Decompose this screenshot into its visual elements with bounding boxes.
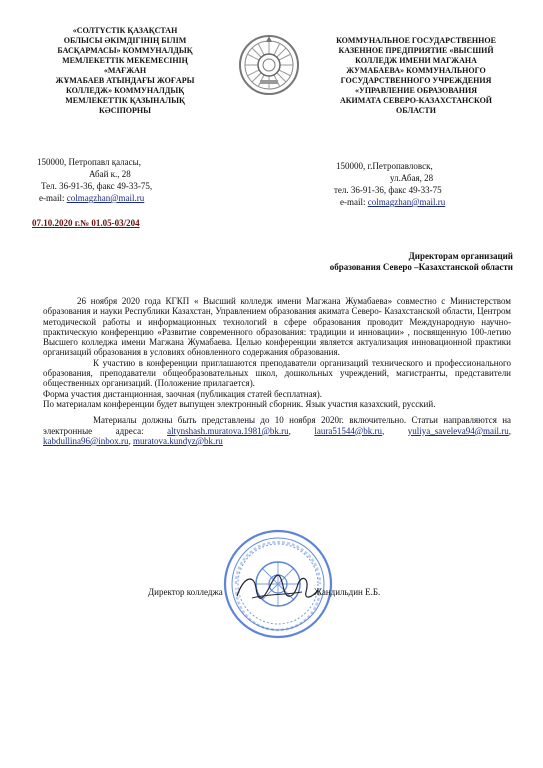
signature-block (148, 587, 408, 597)
header-right-line: ГОСУДАРСТВЕННОГО УЧРЕЖДЕНИЯ (340, 76, 492, 85)
header-left-line: «СОЛТҮСТІК ҚАЗАҚСТАН (72, 26, 178, 35)
addressee-line: Директорам организаций (408, 251, 513, 261)
header-right-line: «УПРАВЛЕНИЕ ОБРАЗОВАНИЯ (354, 86, 478, 95)
header-right-line: АКИМАТА СЕВЕРО-КАЗАХСТАНСКОЙ (339, 96, 493, 105)
header-left-line: МЕМЛЕКЕТТІК ҚАЗЫНАЛЫҚ (65, 96, 185, 105)
email-label: e-mail: (340, 197, 368, 207)
addressee (273, 251, 513, 273)
addressee-line: образования Северо –Казахстанской области (329, 262, 513, 272)
state-emblem-icon (238, 34, 300, 96)
header-russian (318, 36, 514, 116)
email-link[interactable]: yuliya_saveleva94@mail.ru (407, 425, 509, 436)
letter-body (43, 296, 511, 446)
address-phone: Тел. 36-91-36, факс 49-33-75, (41, 181, 153, 191)
header-right-line: КОЛЛЕДЖ ИМЕНИ МАГЖАНА (355, 56, 477, 65)
header-left-line: КӘСІПОРНЫ (98, 106, 151, 115)
address-kazakh (37, 156, 197, 204)
address-line: 150000, Петропавл қаласы, (37, 157, 141, 167)
paragraph-participants: К участию в конференции приглашаются преподаватели организаций технического и профессионального образования, преподаватели общеобразовательных школ, дошкольных учреждений, магистранты, представители общественных организаций. (Положение прилагается). (43, 357, 511, 389)
header-right-line: КАЗЕННОЕ ПРЕДПРИЯТИЕ «ВЫСШИЙ (338, 46, 494, 55)
deadline-text: Материалы должны быть представлены до 10 ноября 2020г. включительно. Статьи направляются на электронные адреса: (43, 415, 511, 436)
outgoing-reference-number: 07.10.2020 г.№ 01.05-03/204 (32, 218, 140, 228)
header-kazakh (40, 26, 210, 116)
header-right-line: ЖУМАБАЕВА» КОММУНАЛЬНОГО (346, 66, 486, 75)
header-left-line: ЖҰМАБАЕВ АТЫНДАҒЫ ЖОҒАРЫ (55, 76, 195, 85)
email-link[interactable]: colmagzhan@mail.ru (367, 197, 446, 207)
address-phone: тел. 36-91-36, факс 49-33-75 (334, 185, 442, 195)
email-link[interactable]: laura51544@bk.ru (314, 425, 382, 436)
header-left-line: МЕМЛЕКЕТТІК МЕКЕМЕСІНІҢ «МАҒЖАН (62, 56, 188, 75)
header-left-line: БАСҚАРМАСЫ» КОММУНАЛДЫҚ (57, 46, 193, 55)
paragraph-collection: По материалам конференции будет выпущен электронный сборник. Язык участия казахский, русский. (43, 398, 436, 409)
paragraph-format: Форма участия дистанционная, заочная (публикация статей бесплатная). (43, 388, 322, 399)
address-email-row (330, 196, 510, 208)
header-left-line: ОБЛЫСЫ ӘКІМДІГІНІҢ БІЛІМ (63, 36, 187, 45)
header-right-line: КОММУНАЛЬНОЕ ГОСУДАРСТВЕННОЕ (336, 36, 496, 45)
paragraph-deadline: Материалы должны быть представлены до 10 ноября 2020г. включительно. Статьи направляются на электронные адреса: altynshash.muratova.1981@bk.ru, laura51544@bk.ru, yuliya_saveleva94@mail.ru, kabdullina96@inbox.ru, muratova.kundyz@bk.ru (43, 415, 511, 446)
header-left-line: КОЛЛЕДЖ» КОММУНАЛДЫҚ (65, 86, 184, 95)
address-russian (330, 160, 510, 208)
paragraph-intro: 26 ноября 2020 года КГКП « Высший колледж имени Магжана Жумабаева» совместно с Министерством образования и науки Республики Казахстан, Управлением образования акимата Северо- Казахстанской области, Центром методической работы и информационных технологий в сфере образования проводит Международную научно-практическую конференцию «Развитие современного образования: традиции и инновации» , посвященную 100-летию Высшего колледжа имени Магжана Жумабаева. Целью конференции является актуализация инновационной практики организаций образования в условиях обновленного содержания образования. (43, 296, 511, 358)
signatory-name: Жандильдин Е.Б. (314, 587, 381, 597)
address-email-row (37, 192, 197, 204)
email-link[interactable]: colmagzhan@mail.ru (66, 193, 145, 203)
email-link[interactable]: kabdullina96@inbox.ru (43, 435, 129, 446)
header-right-line: ОБЛАСТИ (396, 106, 436, 115)
email-link[interactable]: muratova.kundyz@bk.ru (133, 435, 223, 446)
signatory-title: Директор колледжа (148, 587, 223, 597)
address-line: Абай к., 28 (89, 169, 131, 179)
address-line: 150000, г.Петропавловск, (336, 161, 433, 171)
address-line: ул.Абая, 28 (390, 173, 434, 183)
email-label: e-mail: (39, 193, 67, 203)
email-link[interactable]: altynshash.muratova.1981@bk.ru (167, 425, 289, 436)
